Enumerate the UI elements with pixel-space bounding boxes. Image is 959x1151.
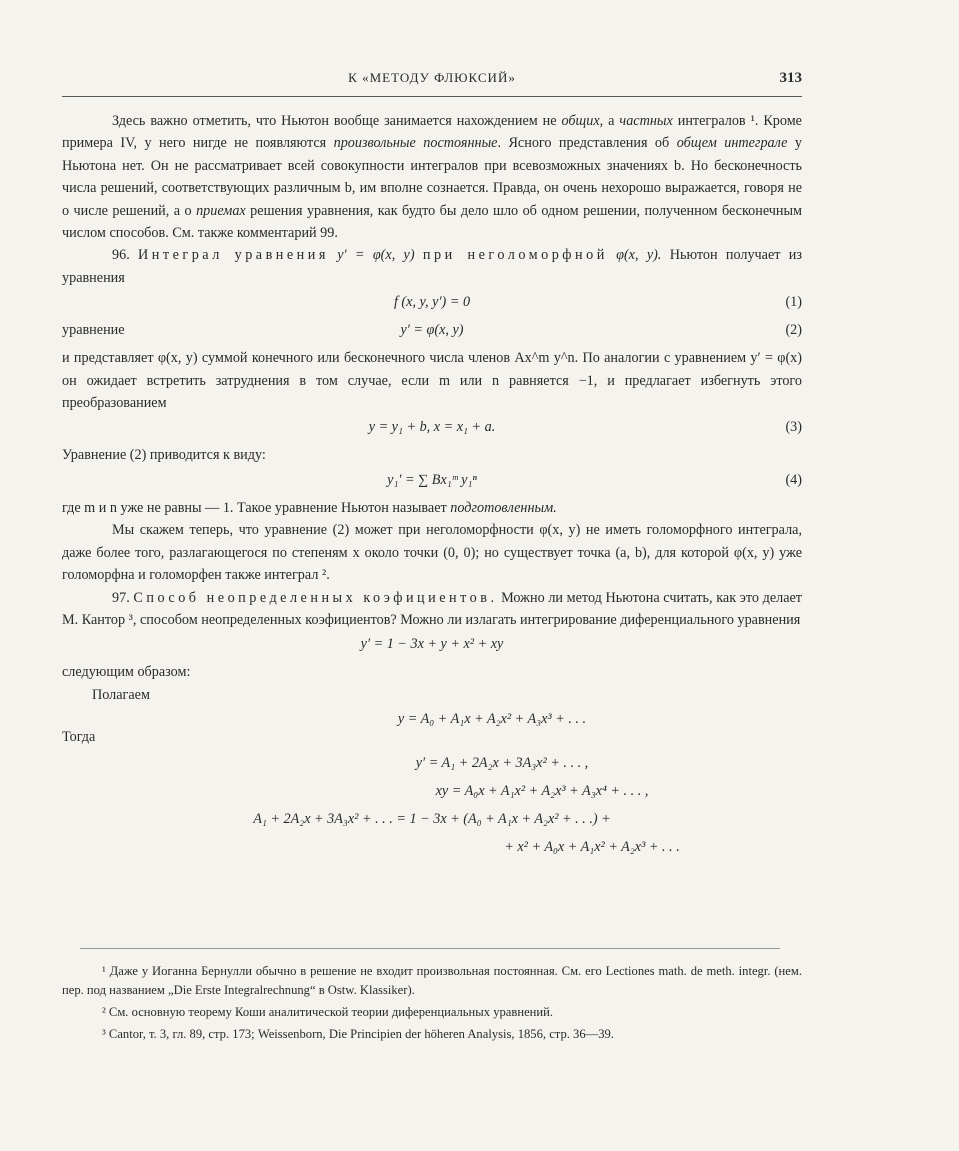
paragraph-4: Уравнение (2) приводится к виду: [62,447,266,464]
label-sleduyushchim: следующим образом: [62,664,191,681]
footnotes [62,962,802,1047]
paragraph-96: 96. Интеграл уравнения y′ = φ(x, y) при неголоморфной φ(x, y). Ньютон получает из уравнения [62,247,802,286]
equation-5: y′ = 1 − 3x + y + x² + xy [360,636,504,653]
paragraph-1: Здесь важно отметить, что Ньютон вообще занимается нахождением не общих, а частных интегралов ¹. Кроме примера IV, у него нигде не появляются произвольные постоянные. Ясного представления об общем интеграле у Ньютона нет. Он не рассматривает всей совокупности интегралов при всевозможных значениях b. Но бесконечность числа решений, соответствующих различным b, им вполне сознается. Правда, он очень нехорошо выражается, говоря не о числе решений, а о приемах решения уравнения, как будто бы дело шло об одном решении, полученном бесконечным числом способов. См. также комментарий 99. [62,113,803,242]
equation-7: y′ = A₁ + 2A₂x + 3A₃x² + . . . , [415,755,589,772]
equation-3: y = y₁ + b, x = x₁ + a. (3) [368,419,802,436]
page-number: 313 [779,70,802,86]
equation-10: + x² + A₀x + A₁x² + A₂x³ + . . . [504,839,680,856]
page-header [62,70,802,92]
equation-6: Тогда y = A₀ + A₁x + A₂x² + A₃x³ + . . . [62,708,802,734]
header-rule [62,96,802,97]
equation-4: y₁′ = ∑ Bx₁ᵐ y₁ⁿ (4) [387,471,802,488]
label-polagaem: Полагаем [92,686,150,703]
footnote-2: ² См. основную теорему Коши аналитической теории диференциальных уравнений. [102,1005,554,1019]
running-title: К «МЕТОДУ ФЛЮКСИЙ» [348,70,516,85]
paragraph-5: где m и n уже не равны — 1. Такое уравнение Ньютон называет подготовленным. [62,499,557,516]
label-togda: Тогда [62,729,96,746]
equation-1: f (x, y, y′) = 0 (1) [393,294,802,311]
paragraph-97: 97. Способ неопределенных коэфициентов. Можно ли метод Ньютона считать, как это делает М. Кантор ³, способом неопределенных коэфициентов? Можно ли излагать интегрирование диференциального уравнения [62,589,803,628]
equation-9: A₁ + 2A₂x + 3A₃x² + . . . = 1 − 3x + (A₀ + A₁x + A₂x² + . . .) + [253,811,611,828]
footnote-rule [80,948,780,949]
paragraph-6: Мы скажем теперь, что уравнение (2) может при неголоморфности φ(x, y) не иметь голоморфного интеграла, даже более того, разлагающегося по степеням x около точки (0, 0); но существует точка (a, b), для которой φ(x, y) уже голоморфна и голоморфен также интеграл ². [62,522,802,584]
main-text [62,110,802,864]
footnote-3: ³ Cantor, т. 3, гл. 89, стр. 173; Weissenborn, Die Principien der höheren Analysis, 1856, стр. 36—39. [102,1027,614,1041]
footnote-1: ¹ Даже у Иоганна Бернулли обычно в решение не входит произвольная постоянная. См. его Lectiones math. de meth. integr. (нем. пер. под названием „Die Erste Integralrechnung“ в Ostw. Klassiker). [62,964,802,997]
label-uravnenie: уравнение [62,322,125,339]
equation-8: xy = A₀x + A₁x² + A₂x³ + A₃x⁴ + . . . , [435,783,649,800]
paragraph-3: и представляет φ(x, y) суммой конечного или бесконечного числа членов Ax^m y^n. По аналогии с уравнением y′ = φ(x) он ожидает встретить затруднения в том случае, если m или n равняется −1, и предлагает избегнуть этого преобразованием [62,350,803,412]
equation-2: уравнение y′ = φ(x, y) (2) [62,319,802,345]
